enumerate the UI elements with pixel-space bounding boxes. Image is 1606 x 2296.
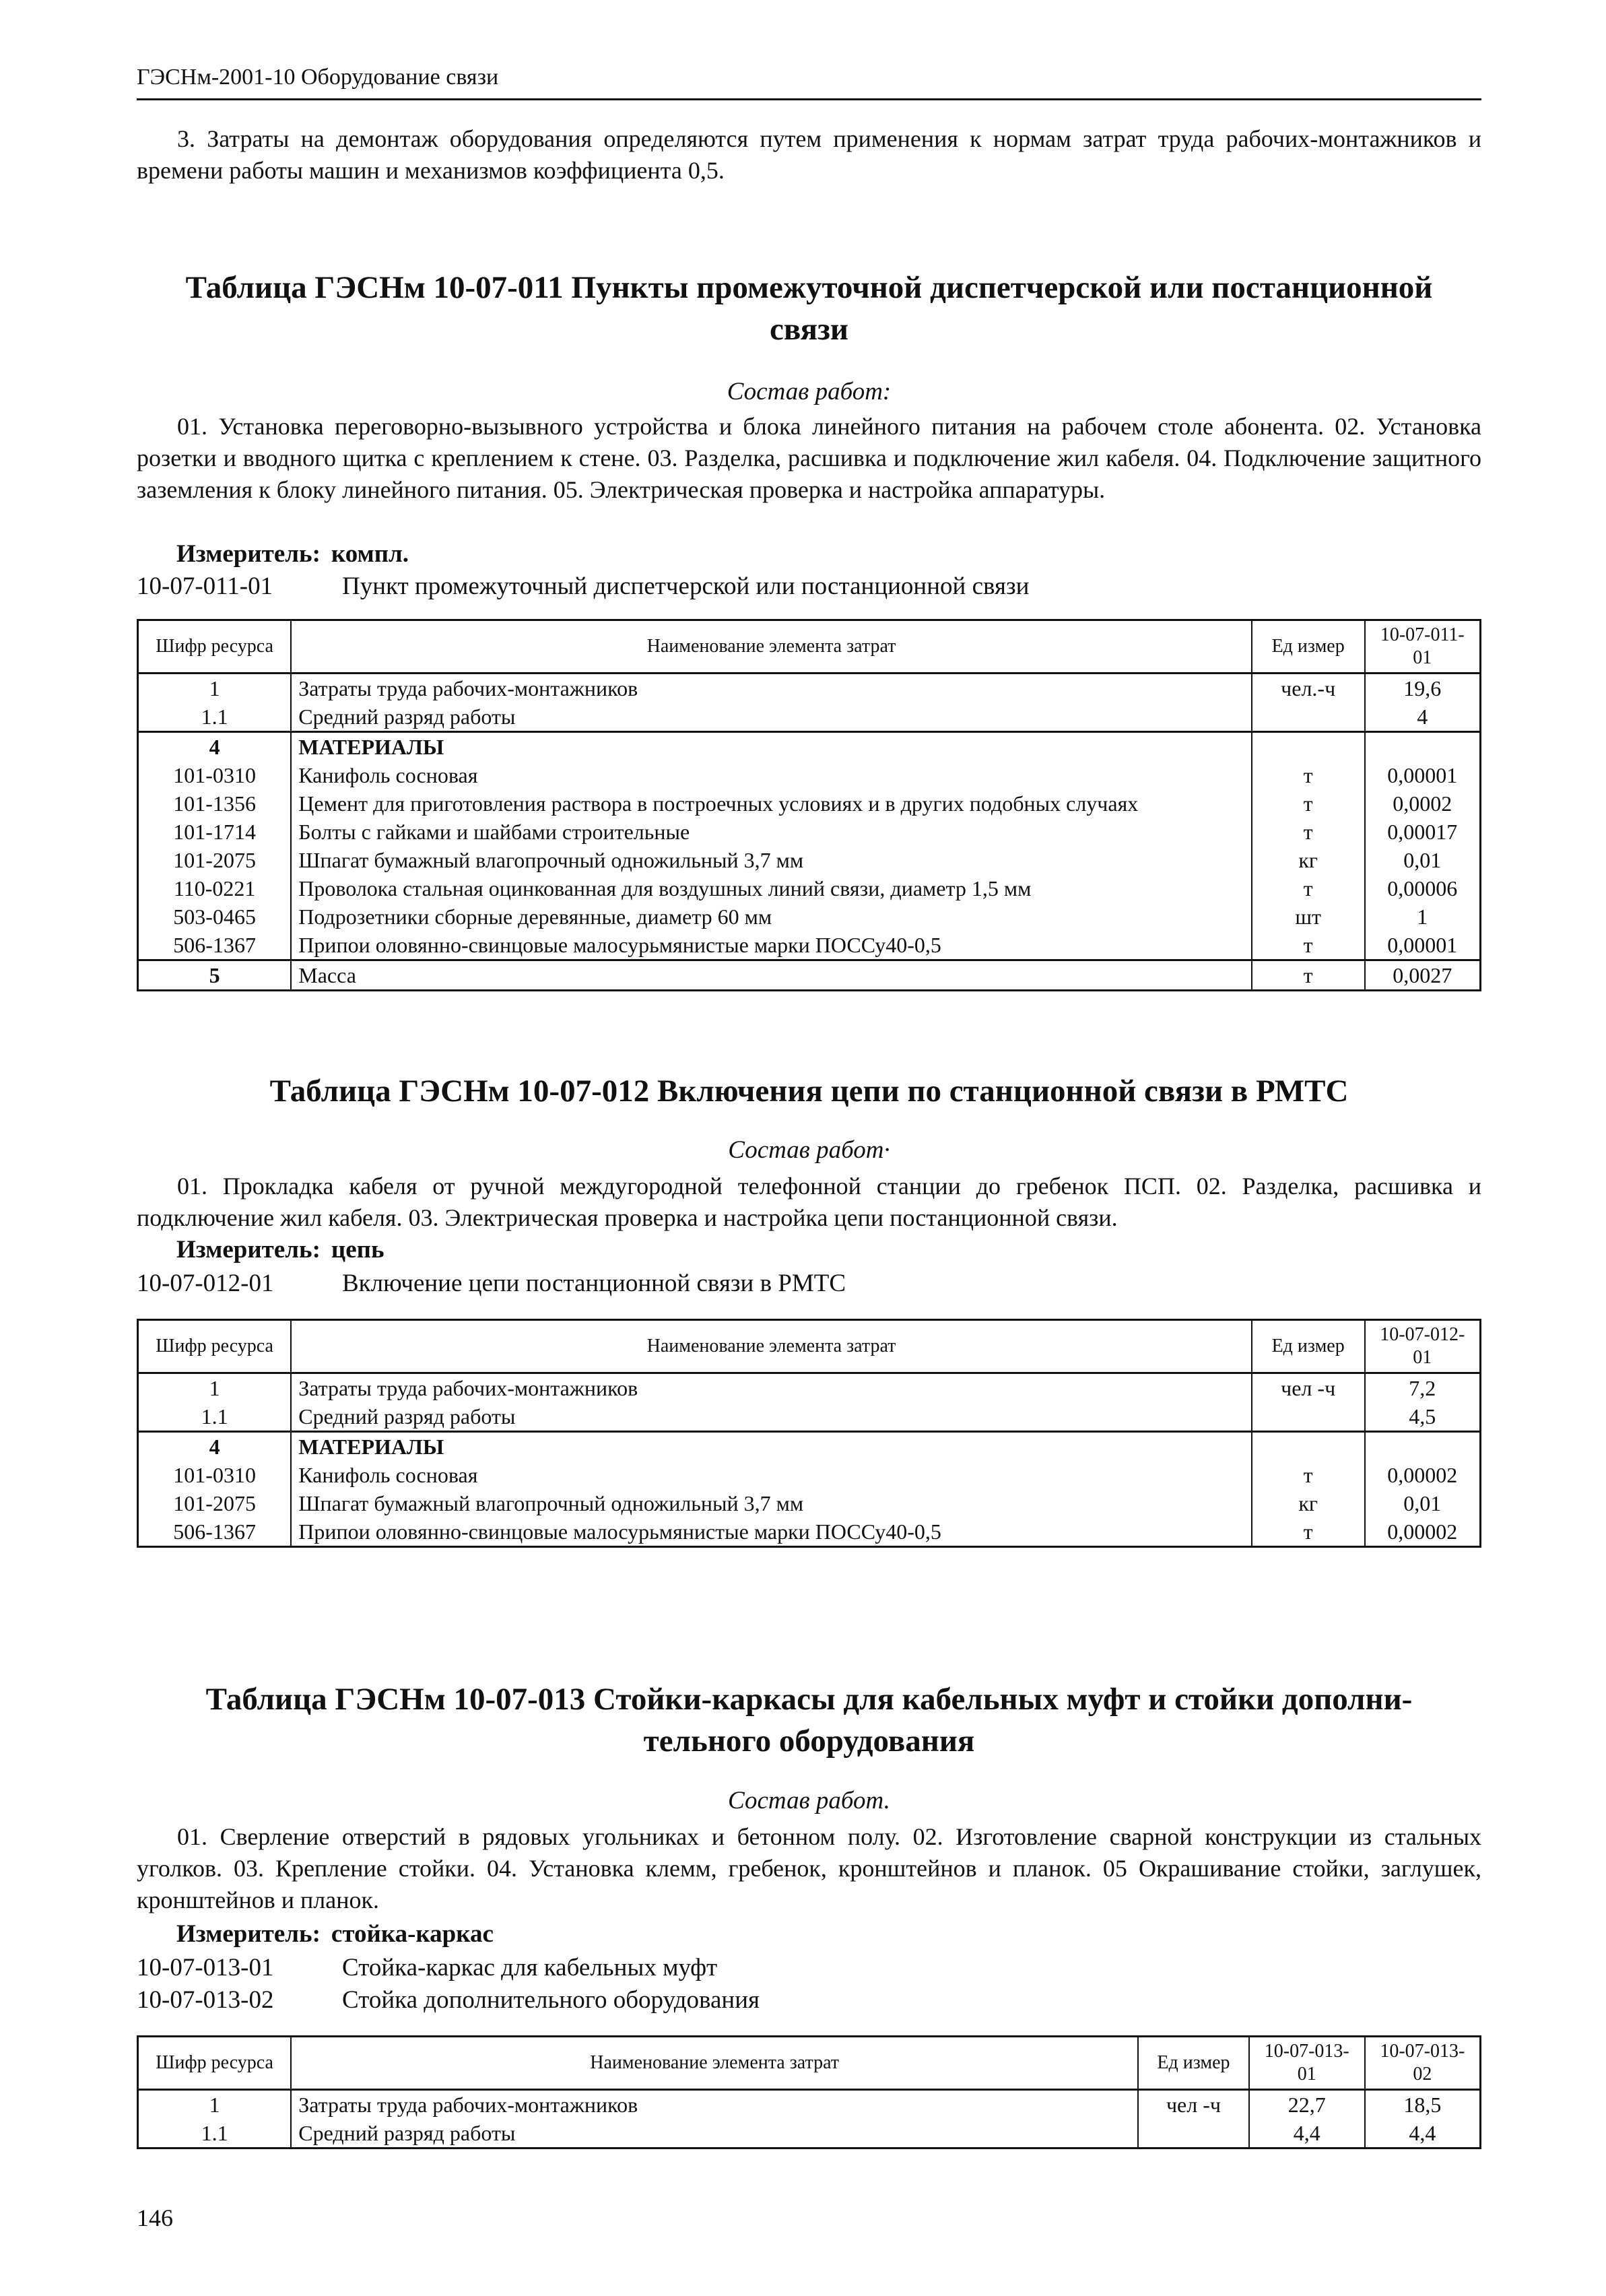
section-1-works: 01. Установка переговорно-вызывного устройства и блока линейного питания на рабочем столе абонента. 02. Установка розетки и вводного щитка с креплением к стене. 03. Разделка, расшивка и подключение жил кабеля. 04. Подключение защитного заземления к блоку линейного питания. 05. Электрическая проверка и настройка аппаратуры. (137, 413, 1481, 503)
table-row: 1.1 Средний разряд работы 4,5 (138, 1402, 1481, 1432)
table-row: 5 Масса т 0,0027 (138, 960, 1481, 991)
table-row: 1 Затраты труда рабочих-монтажников чел -ч 22,7 18,5 (138, 2090, 1481, 2120)
table-row: 4 МАТЕРИАЛЫ (138, 1432, 1481, 1462)
col-header-norm: 10-07-011-01 (1365, 620, 1481, 674)
section-3-table (137, 2035, 1481, 2149)
table-row: 1.1 Средний разряд работы 4,4 4,4 (138, 2119, 1481, 2149)
col-header-norm: 10-07-012-01 (1365, 1320, 1481, 1373)
col-header-unit: Ед измер (1138, 2037, 1249, 2090)
table-row: 1 Затраты труда рабочих-монтажников чел -ч 7,2 (138, 1373, 1481, 1403)
col-header-resource: Шифр ресурса (138, 620, 292, 674)
table-row: 503-0465 Подрозетники сборные деревянные, диаметр 60 мм шт 1 (138, 903, 1481, 931)
section-3-title: Таблица ГЭСНм 10-07-013 Стойки-каркасы для кабельных муфт и стойки дополни- тельного оборудования (205, 1682, 1413, 1759)
section-2-table (137, 1319, 1481, 1548)
table-row: 506-1367 Припои оловянно-свинцовые малосурьмянистые марки ПОССу40-0,5 т 0,00001 (138, 931, 1481, 960)
section-3-code-line-2: 10-07-013-02 Стойка дополнительного оборудования (137, 1986, 760, 2014)
col-header-name: Наименование элемента затрат (291, 2037, 1138, 2090)
col-header-norm-1: 10-07-013-01 (1249, 2037, 1365, 2090)
section-3-sostav-label: Состав работ. (728, 1787, 890, 1814)
table-row: 4 МАТЕРИАЛЫ (138, 732, 1481, 762)
col-header-name: Наименование элемента затрат (291, 620, 1252, 674)
table-row: 101-2075 Шпагат бумажный влагопрочный одножильный 3,7 мм кг 0,01 (138, 1489, 1481, 1517)
running-header: ГЭСНм-2001-10 Оборудование связи (137, 65, 1481, 100)
table-row: 101-1714 Болты с гайками и шайбами строительные т 0,00017 (138, 818, 1481, 846)
section-2-code-line: 10-07-012-01 Включение цепи постанционной связи в РМТС (137, 1270, 846, 1297)
table-row: 101-2075 Шпагат бумажный влагопрочный одножильный 3,7 мм кг 0,01 (138, 846, 1481, 874)
section-1-code-line: 10-07-011-01 Пункт промежуточный диспетчерской или постанционной связи (137, 572, 1030, 600)
section-2-works: 01. Прокладка кабеля от ручной междугородной телефонной станции до гребенок ПСП. 02. Разделка, расшивка и подключение жил кабеля. 03. Электрическая проверка и настройка цепи постанционной связи. (137, 1173, 1481, 1231)
col-header-name: Наименование элемента затрат (291, 1320, 1252, 1373)
section-1-table (137, 619, 1481, 991)
table-row: 1.1 Средний разряд работы 4 (138, 702, 1481, 732)
table-row: 506-1367 Припои оловянно-свинцовые малосурьмянистые марки ПОССу40-0,5 т 0,00002 (138, 1517, 1481, 1547)
col-header-resource: Шифр ресурса (138, 2037, 292, 2090)
table-row: 101-0310 Канифоль сосновая т 0,00002 (138, 1461, 1481, 1489)
intro-paragraph: 3. Затраты на демонтаж оборудования определяются путем применения к нормам затрат труда рабочих-монтажников и времени работы машин и механизмов коэффициента 0,5. (137, 125, 1481, 184)
table-row: 101-1356 Цемент для приготовления раствора в построечных условиях и в других подобных случаях т 0,0002 (138, 789, 1481, 818)
col-header-norm-2: 10-07-013-02 (1365, 2037, 1481, 2090)
section-3-works: 01. Сверление отверстий в рядовых угольниках и бетонном полу. 02. Изготовление сварной конструкции из стальных уголков. 03. Крепление стойки. 04. Установка клемм, гребенок, кронштейнов и планок. 05 Окрашивание стойки, заглушек, кронштейнов и планок. (137, 1823, 1481, 1913)
col-header-unit: Ед измер (1252, 1320, 1365, 1373)
table-row: 1 Затраты труда рабочих-монтажников чел.-ч 19,6 (138, 674, 1481, 703)
col-header-resource: Шифр ресурса (138, 1320, 292, 1373)
section-1-title: Таблица ГЭСНм 10-07-011 Пункты промежуточной диспетчерской или постанционной связи (185, 270, 1433, 347)
section-1-measure: Измеритель: компл. (176, 540, 409, 568)
section-3-measure: Измеритель: стойка-каркас (176, 1920, 494, 1948)
section-2-sostav-label: Состав работ· (728, 1136, 890, 1164)
table-row: 110-0221 Проволока стальная оцинкованная для воздушных линий связи, диаметр 1,5 мм т 0,00006 (138, 874, 1481, 903)
section-1-sostav-label: Состав работ: (727, 378, 892, 405)
page-number: 146 (137, 2204, 173, 2231)
table-row: 101-0310 Канифоль сосновая т 0,00001 (138, 761, 1481, 789)
section-3-code-line-1: 10-07-013-01 Стойка-каркас для кабельных муфт (137, 1954, 718, 1981)
section-2-measure: Измеритель: цепь (176, 1236, 384, 1264)
section-2-title: Таблица ГЭСНм 10-07-012 Включения цепи по станционной связи в РМТС (269, 1074, 1349, 1109)
col-header-unit: Ед измер (1252, 620, 1365, 674)
